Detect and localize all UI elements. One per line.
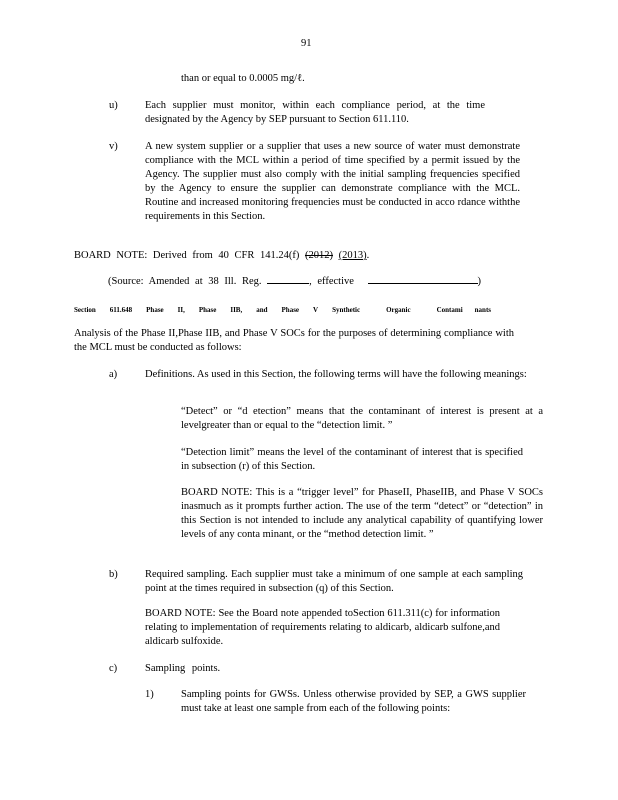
heading-word: nants (474, 306, 491, 314)
board-note-suffix: . (366, 250, 370, 261)
source-text-a: (Source: Amended at 38 Ill. Reg. (108, 276, 262, 287)
heading-word: II, (177, 306, 185, 314)
intro-paragraph: Analysis of the Phase II,Phase IIB, and Phase V SOCs for the purposes of determining compliance with the MCL must be conducted as follows: (74, 328, 514, 353)
heading-word: Phase (281, 306, 300, 314)
item-text-c1: Sampling points for GWSs. Unless otherwise provided by SEP, a GWS supplier must take at least one sample from each of the following points: (181, 689, 526, 714)
heading-word: and (256, 306, 268, 314)
source-blank-date (368, 282, 478, 284)
item-label-c1: 1) (145, 689, 154, 700)
item-text-c: Sampling points. (145, 663, 221, 674)
item-text-a: Definitions. As used in this Section, the following terms will have the following meanings: (145, 369, 527, 380)
board-note-derived (74, 249, 369, 263)
heading-word: Phase (198, 306, 217, 314)
heading-word: 611.648 (109, 306, 133, 314)
heading-word: Section (74, 306, 96, 314)
definition-board-note: BOARD NOTE: This is a “trigger level” for PhaseII, PhaseIIB, and Phase V SOCs inasmuch as it prompts further action. The use of the term “detect” or “detection” in this Section is not intended to include any analytical capability of quantifying lower levels of any conta minant, or the “method detection limit. ” (181, 487, 543, 540)
heading-word: V (313, 306, 319, 314)
board-note-prefix: BOARD NOTE: Derived from 40 CFR 141.24(f) (74, 250, 300, 261)
item-label-u: u) (109, 100, 118, 111)
item-text-v: A new system supplier or a supplier that uses a new source of water must demonstrate compliance with the MCL within a period of time specified by a permit issued by the Agency. The supplier must also comply with the initial sampling frequencies specified by the Agency to ensure the supplier can demonstrate compliance with the MCL. Routine and increased monitoring frequencies must be conducted in acco rdance withthe requirements in this Section. (145, 141, 520, 222)
source-blank-reg (267, 282, 309, 284)
board-note-inserted: (2013) (338, 250, 367, 261)
item-text-u: Each supplier must monitor, within each compliance period, at the time designated by the Agency by SEP pursuant to Section 611.110. (145, 100, 485, 125)
heading-word: Contami (436, 306, 463, 314)
heading-word: Synthetic (332, 306, 361, 314)
board-note-struck: (2012) (304, 250, 333, 261)
item-label-b: b) (109, 569, 118, 580)
source-text-b: , effective (309, 276, 354, 287)
heading-word: Phase (146, 306, 164, 314)
item-label-a: a) (109, 369, 118, 380)
heading-word: Organic (386, 306, 411, 314)
definition-detection-limit: “Detection limit” means the level of the contaminant of interest that is specified in subsection (r) of this Section. (181, 447, 523, 472)
heading-word: IIB, (230, 306, 243, 314)
item-text-b: Required sampling. Each supplier must take a minimum of one sample at each sampling point at the times required in subsection (q) of this Section. (145, 569, 523, 594)
item-b-board-note: BOARD NOTE: See the Board note appended toSection 611.311(c) for information relating to implementation of requirements relating to aldicarb, aldicarb sulfone,and aldicarb sulfoxide. (145, 608, 500, 647)
continuation-text: than or equal to 0.0005 mg/ℓ. (181, 73, 305, 84)
section-heading (74, 303, 534, 317)
definition-detect: “Detect” or “d etection” means that the contaminant of interest is present at a levelgreater than or equal to the “detection limit. ” (181, 406, 543, 431)
item-label-c: c) (109, 663, 118, 674)
page-number: 91 (301, 38, 312, 49)
source-text-c: ) (477, 276, 482, 287)
item-label-v: v) (109, 141, 118, 152)
source-line (108, 275, 481, 289)
